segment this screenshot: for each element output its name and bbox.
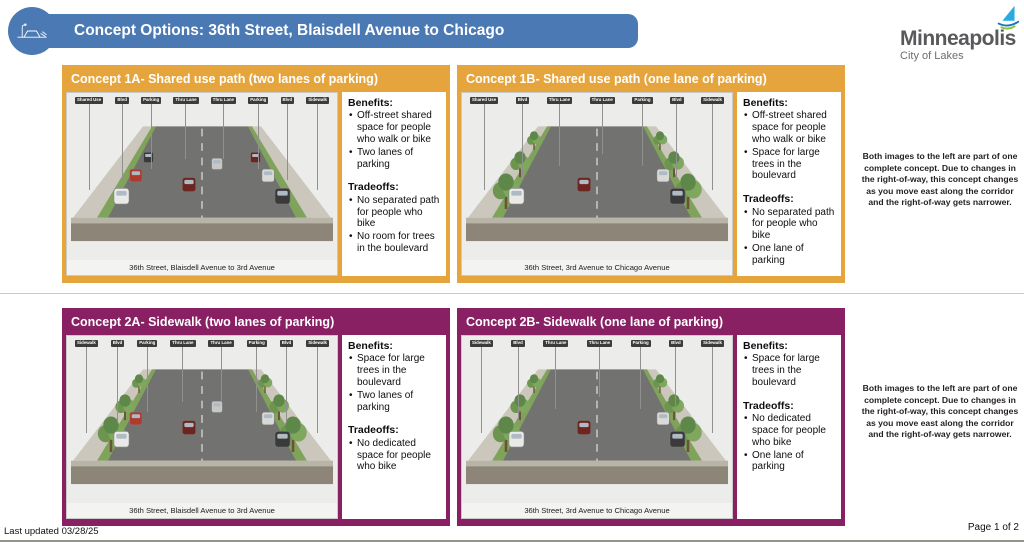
- lane-label: Sidewalk: [701, 340, 724, 433]
- street-rendering: [66, 335, 338, 519]
- street-rendering: [461, 335, 733, 519]
- concept-panel-1b: [457, 65, 845, 283]
- street-scene: [67, 336, 337, 503]
- concept-title: Concept 2B- Sidewalk (one lane of parking): [466, 315, 723, 329]
- bullet-item: • Off-street shared space for people who walk or bike: [348, 110, 443, 145]
- street-caption: 36th Street, Blaisdell Avenue to 3rd Avenue: [67, 503, 337, 518]
- bullet-item: • Off-street shared space for people who walk or bike: [743, 110, 838, 145]
- bullet-item: • No separated path for people who bike: [348, 195, 443, 230]
- lane-labels-row: [470, 340, 724, 433]
- lane-label: Sidewalk: [470, 340, 493, 433]
- bullet-item: • Two lanes of parking: [348, 147, 443, 171]
- header-bar: [10, 14, 638, 48]
- tradeoffs-heading: Tradeoffs:: [743, 193, 794, 206]
- page-number: Page 1 of 2: [967, 522, 1019, 533]
- bullet-item: • Space for large trees in the boulevard: [743, 147, 838, 182]
- benefits-tradeoffs-box: [342, 335, 446, 519]
- lane-label: Parking: [632, 97, 652, 190]
- tradeoffs-heading: Tradeoffs:: [348, 424, 399, 437]
- lane-label: Blvd: [280, 340, 294, 433]
- lane-labels-row: [470, 97, 724, 190]
- concept-panel-2b: [457, 308, 845, 526]
- sailboat-icon: [994, 4, 1022, 32]
- benefits-tradeoffs-box: [737, 335, 841, 519]
- logo-tagline: City of Lakes: [900, 50, 964, 62]
- lane-label: Shared Use: [75, 97, 103, 190]
- street-caption: 36th Street, 3rd Avenue to Chicago Avenue: [462, 260, 732, 275]
- street-cross-section-icon: [16, 20, 48, 42]
- lane-label: Thru Lane: [590, 97, 615, 190]
- lane-label: Parking: [248, 97, 268, 190]
- benefits-list: [743, 353, 838, 388]
- bullet-item: • Space for large trees in the boulevard: [743, 353, 838, 388]
- lane-label: Blvd: [669, 340, 683, 433]
- row1-side-note: Both images to the left are part of one complete concept. Due to changes in the right-of-way, this concept changes as you move east along the corridor and the right-of-way gets narrower.: [861, 151, 1019, 208]
- concept-title: Concept 1A- Shared use path (two lanes of parking): [71, 72, 378, 86]
- benefits-heading: Benefits:: [348, 97, 393, 109]
- benefits-list: [743, 110, 838, 182]
- last-updated-text: Last updated 03/28/25: [4, 526, 99, 537]
- lane-label: Blvd: [516, 97, 530, 190]
- lane-label: Thru Lane: [208, 340, 233, 433]
- lane-label: Sidewalk: [306, 340, 329, 433]
- street-scene: [67, 93, 337, 260]
- tradeoffs-heading: Tradeoffs:: [743, 399, 794, 412]
- bullet-item: • Space for large trees in the boulevard: [348, 353, 443, 388]
- lane-label: Sidewalk: [306, 97, 329, 190]
- row2-side-note: Both images to the left are part of one complete concept. Due to changes in the right-of-way, this concept changes as you move east along the corridor and the right-of-way gets narrower.: [861, 383, 1019, 440]
- bullet-item: • No dedicated space for people who bike: [743, 413, 838, 448]
- bullet-item: • One lane of parking: [743, 243, 838, 267]
- bullet-item: • No room for trees in the boulevard: [348, 231, 443, 255]
- bullet-item: • Two lanes of parking: [348, 390, 443, 414]
- street-caption: 36th Street, Blaisdell Avenue to 3rd Avenue: [67, 260, 337, 275]
- lane-label: Thru Lane: [173, 97, 198, 190]
- benefits-heading: Benefits:: [348, 340, 393, 352]
- lane-label: Thru Lane: [587, 340, 612, 433]
- benefits-heading: Benefits:: [743, 97, 788, 109]
- minneapolis-logo: [900, 2, 1022, 62]
- lane-label: Blvd: [670, 97, 684, 190]
- benefits-tradeoffs-box: [342, 92, 446, 276]
- tradeoffs-list: [348, 195, 443, 255]
- lane-label: Parking: [141, 97, 161, 190]
- lane-label: Blvd: [511, 340, 525, 433]
- street-scene: [462, 93, 732, 260]
- benefits-list: [348, 110, 443, 170]
- tradeoffs-list: [743, 413, 838, 473]
- street-scene: [462, 336, 732, 503]
- benefits-tradeoffs-box: [737, 92, 841, 276]
- lane-label: Parking: [631, 340, 651, 433]
- lane-label: Blvd: [281, 97, 295, 190]
- concept-title: Concept 2A- Sidewalk (two lanes of parking): [71, 315, 335, 329]
- lane-label: Blvd: [111, 340, 125, 433]
- lane-label: Parking: [247, 340, 267, 433]
- page-title: Concept Options: 36th Street, Blaisdell Avenue to Chicago: [74, 22, 505, 39]
- benefits-list: [348, 353, 443, 413]
- street-rendering: [66, 92, 338, 276]
- street-caption: 36th Street, 3rd Avenue to Chicago Avenue: [462, 503, 732, 518]
- tradeoffs-heading: Tradeoffs:: [348, 181, 399, 194]
- bullet-item: • No separated path for people who bike: [743, 207, 838, 242]
- lane-label: Thru Lane: [547, 97, 572, 190]
- street-rendering: [461, 92, 733, 276]
- concept-panel-2a: [62, 308, 450, 526]
- header-icon-badge: [8, 7, 56, 55]
- bullet-item: • No dedicated space for people who bike: [348, 438, 443, 473]
- lane-labels-row: [75, 340, 329, 433]
- bullet-item: • One lane of parking: [743, 450, 838, 474]
- tradeoffs-list: [743, 207, 838, 267]
- concept-panel-1a: [62, 65, 450, 283]
- lane-label: Thru Lane: [170, 340, 195, 433]
- concept-title: Concept 1B- Shared use path (one lane of parking): [466, 72, 767, 86]
- lane-label: Thru Lane: [211, 97, 236, 190]
- tradeoffs-list: [348, 438, 443, 473]
- lane-label: Sidewalk: [701, 97, 724, 190]
- lane-label: Shared Use: [470, 97, 498, 190]
- lane-labels-row: [75, 97, 329, 190]
- lane-label: Sidewalk: [75, 340, 98, 433]
- row-divider-line: [0, 293, 1024, 294]
- lane-label: Blvd: [115, 97, 129, 190]
- lane-label: Parking: [137, 340, 157, 433]
- logo-wordmark: Minneapolis: [900, 27, 1016, 50]
- benefits-heading: Benefits:: [743, 340, 788, 352]
- lane-label: Thru Lane: [543, 340, 568, 433]
